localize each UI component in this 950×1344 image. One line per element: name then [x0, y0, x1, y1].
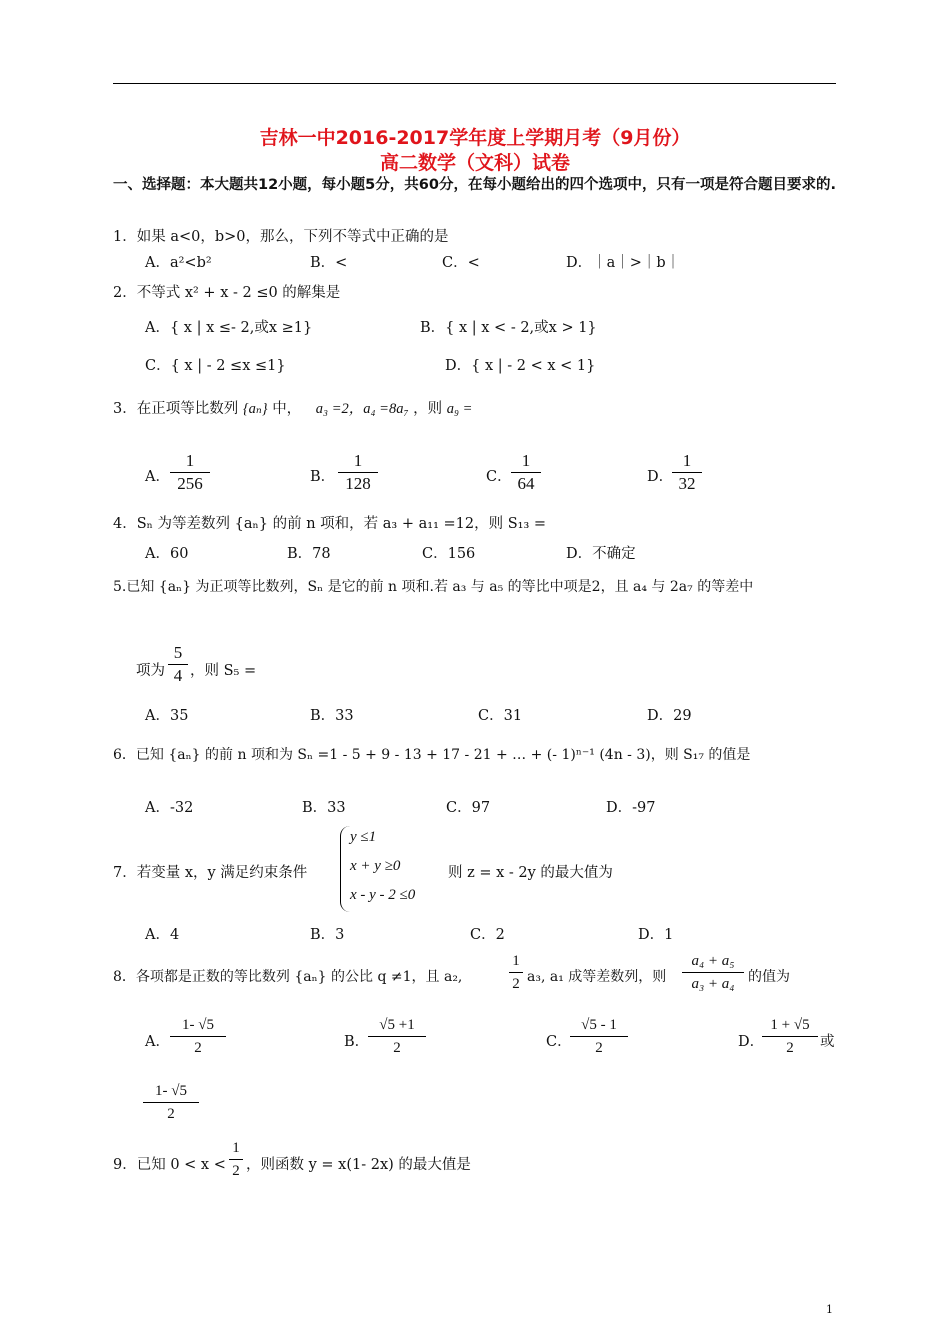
- q3-option-d-fraction: $\frac{1}{32}$: [672, 450, 702, 495]
- q4-option-a: A．60: [145, 546, 189, 562]
- q2-option-b: B．{ x | x < - 2,或x > 1}: [420, 320, 597, 336]
- q2-option-c: C．{ x | - 2 ≤x ≤1}: [145, 358, 286, 374]
- q9-stem-a: 9．已知 0 < x <: [113, 1157, 226, 1173]
- q4-option-c: C．156: [422, 546, 476, 562]
- q4-stem: 4．Sₙ 为等差数列 {aₙ} 的前 n 项和，若 a₃ + a₁₁ =12，则 S₁₃ =: [113, 516, 547, 532]
- q8-option-b-label: B．: [344, 1034, 370, 1050]
- q7-constraint-2: x + y ≥0: [350, 858, 401, 874]
- section-heading: 一、选择题：本大题共12小题，每小题5分，共60分，在每小题给出的四个选项中，只有一项是符合题目要求的.: [113, 177, 836, 193]
- q1-option-b: B．<: [310, 255, 348, 271]
- q9-stem-b: ，则函数 y = x(1- 2x) 的最大值是: [246, 1157, 471, 1173]
- q8-stem-b: a₃, a₁ 成等差数列，则: [527, 969, 667, 985]
- q3-stem: 3．在正项等比数列 {aₙ} 中， a₃ =2，a₄ =8a₇ ，则 a₉ =: [113, 401, 473, 417]
- q8-option-b-fraction: $\frac{√5 +1}{2}$: [368, 1014, 426, 1059]
- q1-stem: 1．如果 a<0，b>0，那么，下列不等式中正确的是: [113, 229, 449, 245]
- q5-cont-a: 项为: [136, 663, 165, 679]
- q7-option-b: B．3: [310, 927, 345, 943]
- q8-option-d-fraction: $\frac{1 + √5}{2}$: [762, 1014, 818, 1059]
- q5-fraction: $\frac{5}{4}$: [168, 642, 188, 687]
- exam-subtitle: 高二数学（文科）试卷: [379, 152, 570, 174]
- q1-option-c: C．<: [442, 255, 480, 271]
- q5-stem: 5.已知 {aₙ} 为正项等比数列，Sₙ 是它的前 n 项和.若 a₃ 与 a₅ 的等比中项是2，且 a₄ 与 2a₇ 的等差中: [113, 579, 754, 595]
- q3-option-a-label: A．: [145, 469, 170, 485]
- q8-option-c-fraction: $\frac{√5 - 1}{2}$: [570, 1014, 628, 1059]
- q5-option-a: A．35: [145, 708, 189, 724]
- q7-stem-a: 7．若变量 x，y 满足约束条件: [113, 865, 308, 881]
- q8-ratio-fraction: $\frac{\text{a₄ + a₅}}{\text{a₃ + a₄}}$: [682, 950, 744, 995]
- q1-option-a: A．a²<b²: [145, 255, 212, 271]
- q8-option-c-label: C．: [546, 1034, 572, 1050]
- q7-constraint-1: y ≤1: [350, 829, 377, 845]
- q4-option-b: B．78: [287, 546, 331, 562]
- q7-option-c: C．2: [470, 927, 505, 943]
- header-rule: [113, 83, 836, 84]
- q3-option-d-label: D．: [647, 469, 674, 485]
- q7-stem-b: 则 z = x - 2y 的最大值为: [448, 865, 613, 881]
- q8-stem-a: 8．各项都是正数的等比数列 {aₙ} 的公比 q ≠1，且 a₂,: [113, 969, 463, 985]
- q2-stem: 2．不等式 x² + x - 2 ≤0 的解集是: [113, 285, 341, 301]
- q3-option-b-fraction: $\frac{1}{128}$: [338, 450, 378, 495]
- q8-option-a-label: A．: [145, 1034, 170, 1050]
- q7-option-a: A．4: [145, 927, 180, 943]
- q6-option-a: A．-32: [145, 800, 194, 816]
- q2-option-d: D．{ x | - 2 < x < 1}: [445, 358, 596, 374]
- q7-option-d: D．1: [638, 927, 674, 943]
- q8-option-a-fraction: $\frac{1- √5}{2}$: [170, 1014, 226, 1059]
- q8-option-d-label: D．: [738, 1034, 765, 1050]
- q8-half-fraction: $\frac{1}{2}$: [509, 950, 523, 995]
- q6-option-c: C．97: [446, 800, 491, 816]
- q6-option-b: B．33: [302, 800, 346, 816]
- q3-option-a-fraction: $\frac{1}{256}$: [170, 450, 210, 495]
- q4-option-d: D．不确定: [566, 546, 636, 562]
- page-number: 1: [826, 1303, 833, 1316]
- q8-stem-c: 的值为: [748, 969, 790, 985]
- q5-option-b: B．33: [310, 708, 354, 724]
- q6-option-d: D．-97: [606, 800, 656, 816]
- q1-option-d: D．｜a｜>｜b｜: [566, 255, 681, 271]
- q3-option-b-label: B．: [310, 469, 336, 485]
- exam-title: 吉林一中2016-2017学年度上学期月考（9月份）: [259, 127, 691, 149]
- q7-constraint-3: x - y - 2 ≤0: [350, 887, 416, 903]
- q3-option-c-fraction: $\frac{1}{64}$: [511, 450, 541, 495]
- q5-cont-b: ，则 S₅ =: [190, 663, 257, 679]
- q3-option-c-label: C．: [486, 469, 512, 485]
- q9-fraction: $\frac{1}{2}$: [229, 1137, 243, 1182]
- q8-option-d-second-fraction: $\frac{1- √5}{2}$: [143, 1080, 199, 1125]
- q5-option-c: C．31: [478, 708, 523, 724]
- q5-option-d: D．29: [647, 708, 692, 724]
- q6-stem: 6．已知 {aₙ} 的前 n 项和为 Sₙ =1 - 5 + 9 - 13 + 17 - 21 + … + (- 1)ⁿ⁻¹ (4n - 3)，则 S₁₇ 的值是: [113, 747, 751, 763]
- q2-option-a: A．{ x | x ≤- 2,或x ≥1}: [145, 320, 313, 336]
- q8-or-text: 或: [820, 1034, 835, 1050]
